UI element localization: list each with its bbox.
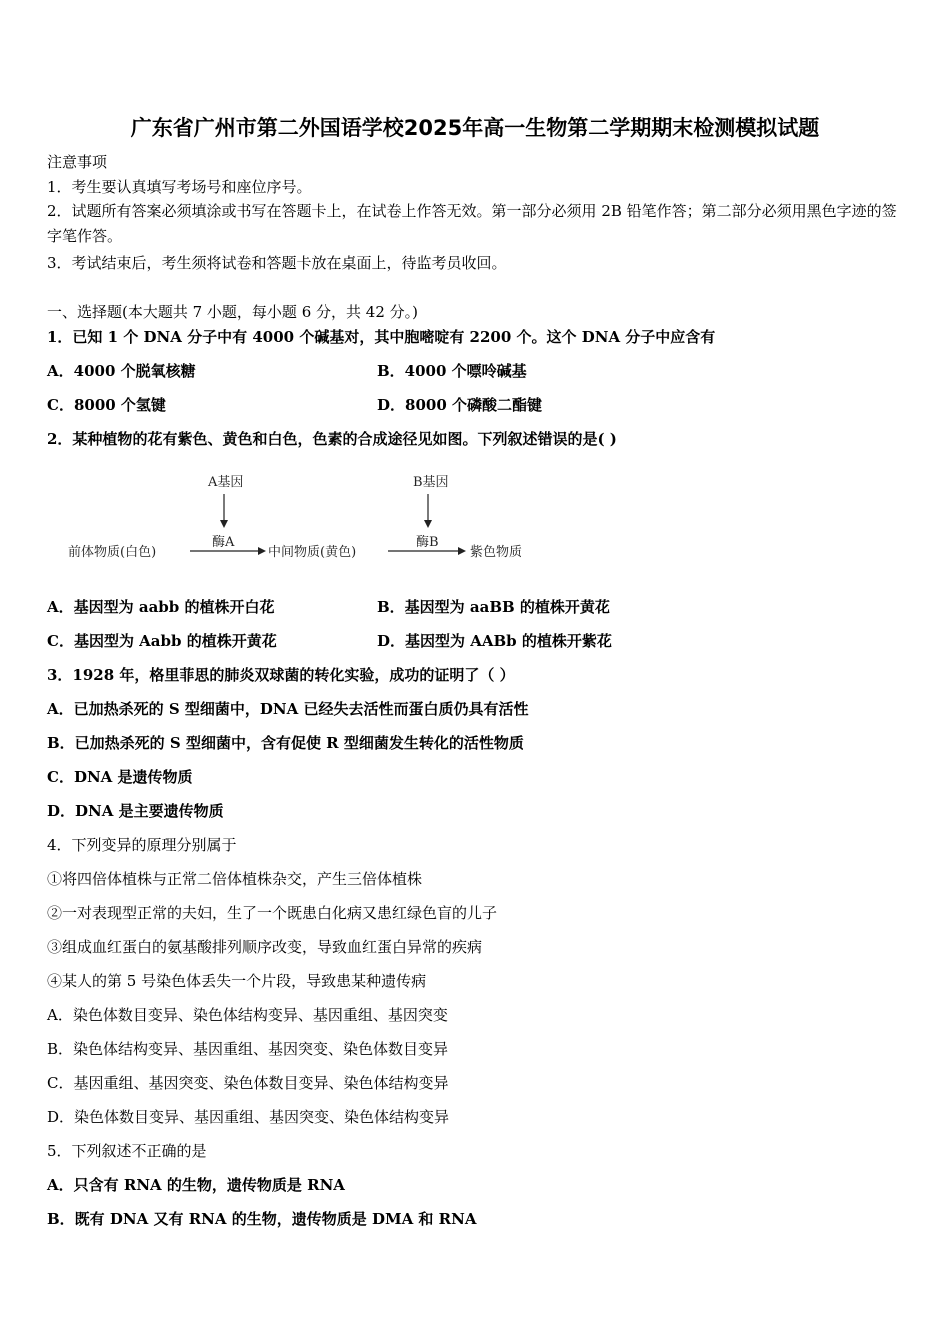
enzyme-a-label: 酶A [212,535,235,550]
question-5-option-b: B．既有 DNA 又有 RNA 的生物，遗传物质是 DMA 和 RNA [47,1210,477,1228]
question-4-item-4: ④某人的第 5 号染色体丢失一个片段，导致患某种遗传病 [47,972,427,990]
question-3-option-d: D．DNA 是主要遗传物质 [47,802,224,820]
question-1-option-a: A．4000 个脱氧核糖 [47,362,196,380]
question-4-item-1: ①将四倍体植株与正常二倍体植株杂交，产生三倍体植株 [47,870,423,888]
gene-b-label: B基因 [413,475,449,490]
question-4-item-2: ②一对表现型正常的夫妇，生了一个既患白化病又患红绿色盲的儿子 [47,904,498,922]
question-3-option-c: C．DNA 是遗传物质 [47,768,193,786]
question-2-option-a: A．基因型为 aabb 的植株开白花 [47,598,275,616]
precursor-label: 前体物质(白色) [68,545,157,560]
pigment-pathway-diagram [60,468,550,578]
question-3-stem: 3．1928 年，格里菲思的肺炎双球菌的转化实验，成功的证明了（ ） [47,666,515,684]
gene-a-arrowhead [220,520,228,528]
question-4-option-d: D．染色体数目变异、基因重组、基因突变、染色体结构变异 [47,1108,450,1126]
question-1-option-c: C．8000 个氢键 [47,396,166,414]
notice-item-2: 2．试题所有答案必须填涂或书写在答题卡上，在试卷上作答无效。第一部分必须用 2B 铅笔作答；第二部分必须用黑色字迹的签字笔作答。 [47,202,897,245]
question-1-option-d: D．8000 个磷酸二酯键 [377,396,542,414]
question-5-option-a: A．只含有 RNA 的生物，遗传物质是 RNA [47,1176,345,1194]
question-4-stem: 4．下列变异的原理分别属于 [47,836,237,854]
question-4-option-a: A．染色体数目变异、染色体结构变异、基因重组、基因突变 [47,1006,448,1024]
question-3-option-a: A．已加热杀死的 S 型细菌中，DNA 已经失去活性而蛋白质仍具有活性 [47,700,529,718]
gene-a-label: A基因 [208,475,244,490]
intermediate-label: 中间物质(黄色) [268,545,357,560]
gene-b-arrowhead [424,520,432,528]
arrow-b-head [458,547,466,555]
enzyme-b-label: 酶B [416,535,439,550]
page-title: 广东省广州市第二外国语学校2025年高一生物第二学期期末检测模拟试题 [130,116,820,140]
notice-heading: 注意事项 [47,153,108,171]
question-2-option-d: D．基因型为 AABb 的植株开紫花 [377,632,612,650]
product-label: 紫色物质 [470,545,523,560]
question-4-option-c: C．基因重组、基因突变、染色体数目变异、染色体结构变异 [47,1074,449,1092]
question-4-item-3: ③组成血红蛋白的氨基酸排列顺序改变，导致血红蛋白异常的疾病 [47,938,483,956]
notice-item-3: 3．考试结束后，考生须将试卷和答题卡放在桌面上，待监考员收回。 [47,254,507,272]
arrow-a-head [258,547,266,555]
question-4-option-b: B．染色体结构变异、基因重组、基因突变、染色体数目变异 [47,1040,449,1058]
section-heading: 一、选择题(本大题共 7 小题，每小题 6 分，共 42 分。) [47,303,418,321]
question-1-option-b: B．4000 个嘌呤碱基 [377,362,527,380]
question-2-option-c: C．基因型为 Aabb 的植株开黄花 [47,632,277,650]
question-3-option-b: B．已加热杀死的 S 型细菌中，含有促使 R 型细菌发生转化的活性物质 [47,734,524,752]
question-2-stem: 2．某种植物的花有紫色、黄色和白色，色素的合成途径见如图。下列叙述错误的是( ) [47,430,617,448]
question-5-stem: 5．下列叙述不正确的是 [47,1142,207,1160]
question-1-stem: 1．已知 1 个 DNA 分子中有 4000 个碱基对，其中胞嘧啶有 2200 个。这个 DNA 分子中应含有 [47,328,716,346]
notice-item-1: 1．考生要认真填写考场号和座位序号。 [47,178,312,196]
question-2-option-b: B．基因型为 aaBB 的植株开黄花 [377,598,610,616]
